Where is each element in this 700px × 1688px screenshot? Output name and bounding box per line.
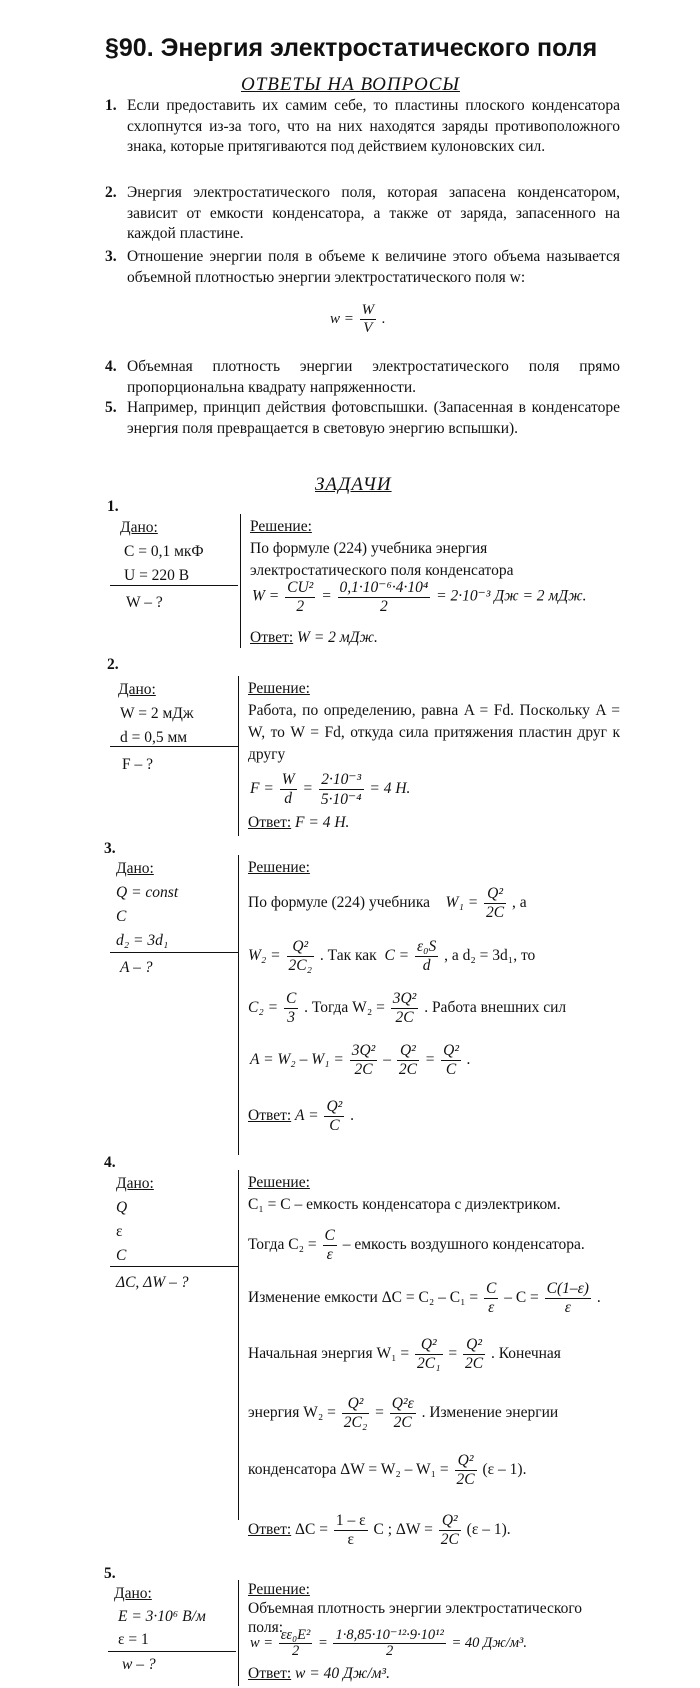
fraction-numerator: W [361,302,375,318]
fraction-numerator: W [281,771,295,788]
equals-sign: = [448,1345,458,1363]
answer-text: Отношение энергии поля в объеме к величине этого объема называется объемной плотностью энергии электростатического поля w: [127,248,620,286]
formula-result: = 4 Н. [369,780,411,798]
text-fragment: , а d₂ = 3d₁, то [444,947,536,965]
fraction-numerator: Q² [443,1042,459,1059]
fraction-denominator: 2C₂ [288,957,312,974]
problem-3-line-3 [248,990,566,1027]
fraction-numerator: ε₀S [417,938,437,955]
given-value: ε [116,1223,123,1240]
given-value: ε = 1 [118,1631,149,1648]
fraction-denominator: ε [564,1299,571,1316]
formula-lhs: A = W₂ – W₁ = [250,1051,344,1069]
problem-1-answer [250,627,378,649]
answer-label: Ответ: [250,629,294,646]
problem-5-given [114,1582,206,1676]
formula-lhs: C₂ = [248,999,279,1017]
answer-number: 2. [105,184,117,201]
answer-number: 5. [105,399,117,416]
problem-2-given [118,678,194,777]
given-value: Q = const [116,884,179,901]
problem-5-answer [248,1664,390,1683]
problem-3-solution-label [248,857,310,879]
fraction-denominator: C [445,1061,457,1078]
answer-label: Ответ: [248,1107,292,1125]
formula-fraction [484,1280,498,1317]
text-fragment: , а [512,894,527,912]
fraction-denominator: 2C [465,1355,484,1372]
text-fragment: . Изменение энергии [421,1404,559,1422]
find-value: F – ? [122,756,153,773]
problem-4-number: 4. [104,1154,116,1171]
answer-value: w = 40 Дж/м³. [295,1665,390,1682]
formula-fraction [484,885,506,922]
answer-label: Ответ: [248,1521,292,1539]
fraction-denominator: C [329,1117,340,1134]
fraction-numerator: 1 – ε [335,1512,366,1529]
fraction-denominator: 2C₁ [417,1355,441,1372]
formula-tail: . [350,1107,355,1125]
text-fragment: (ε – 1). [482,1461,527,1479]
problem-4-line-6 [248,1452,526,1489]
given-label: Дано: [116,1175,154,1192]
given-value: d₂ = 3d₁ [116,932,169,949]
fraction-denominator: d [284,790,293,807]
problem-2-number: 2. [107,656,119,673]
fraction-numerator: Q² [342,1395,369,1414]
solution-label: Решение: [248,1174,310,1191]
problem-1-solution [250,516,620,582]
problem-3-line-1 [248,885,527,922]
text-fragment: . Так как [319,947,377,965]
fraction-denominator: 2 [291,1643,300,1659]
given-label: Дано: [116,860,154,877]
text-fragment: – C = [504,1289,539,1307]
formula-fraction [415,938,438,975]
answer-number: 3. [105,248,117,265]
equals-sign: = [321,587,332,605]
solution-divider [238,855,239,1155]
fraction-numerator: Q² [463,1336,485,1355]
solution-divider [240,514,241,648]
problems-heading: ЗАДАЧИ [315,474,392,495]
formula-fraction [284,990,298,1027]
equals-sign: = [424,1051,436,1069]
answer-text: Например, принцип действия фотовспышки. (Запасенная в конденсаторе энергия поля превращается в световую энергию вспышки). [127,399,620,437]
answer-label: Ответ: [248,1665,292,1682]
fraction-denominator: 2C [393,1414,412,1431]
problem-4-line-1: C₁ = C – емкость конденсатора с диэлектриком. [248,1196,561,1213]
problem-2-formula [250,770,410,809]
problem-3-number: 3. [104,840,116,857]
formula-tail: . [381,310,386,327]
formula-fraction [323,1227,337,1264]
given-label: Дано: [120,519,158,536]
answer-value: W = 2 мДж. [297,629,378,646]
given-value: U = 220 В [124,567,190,584]
energy-density-formula [330,302,386,337]
problem-4-line-2 [248,1227,585,1264]
fraction-numerator: C [324,1227,335,1244]
problem-4-answer [248,1512,511,1549]
formula-fraction [287,938,314,975]
fraction-denominator: V [363,320,373,336]
formula-fraction [324,1098,344,1135]
formula-fraction [390,1395,416,1432]
answer-item-2 [105,183,620,245]
fraction-denominator: 2C [398,1061,417,1078]
formula-fraction [441,1042,461,1079]
solution-text: По формуле (224) учебника энергия электростатического поля конденсатора [250,540,514,579]
text-fragment: Начальная энергия W₁ = [248,1345,410,1363]
formula-fraction [333,1628,445,1659]
fraction-denominator: 2 [386,1643,394,1659]
fraction-denominator: 2C [354,1061,373,1078]
problem-4-given [116,1172,188,1295]
fraction-numerator: C(1–ε) [546,1280,589,1297]
solution-text: Объемная плотность энергии электростатического поля: [248,1600,583,1636]
fraction-denominator: ε [347,1531,354,1548]
given-value: C [116,908,127,925]
solution-divider [238,676,239,836]
problem-2-solution [248,678,620,766]
text-fragment: – емкость воздушного конденсатора. [342,1236,585,1254]
fraction-denominator: 2 [380,598,388,615]
fraction-denominator: 3 [287,1009,295,1026]
fraction-numerator: Q² [415,1336,442,1355]
problem-3-given [116,857,178,980]
answer-item-1 [105,96,620,158]
fraction-numerator: Q² [397,1042,419,1061]
text-fragment: конденсатора ΔW = W₂ – W₁ = [248,1461,449,1479]
fraction-denominator: 5·10⁻⁴ [320,791,362,808]
fraction-numerator: CU² [287,578,314,596]
formula-result: = 40 Дж/м³. [451,1634,528,1651]
formula-result: = 2·10⁻³ Дж = 2 мДж. [436,587,587,605]
answer-value: F = 4 Н. [295,814,350,831]
formula-lhs: F = [250,780,274,798]
fraction-numerator: Q² [455,1452,477,1471]
text-fragment: Изменение емкости ΔC = C₂ – C₁ = [248,1289,479,1307]
fraction-numerator: C [485,1280,497,1297]
find-value: ΔC, ΔW – ? [116,1274,189,1291]
formula-fraction [415,1336,442,1373]
answer-item-5 [105,398,620,439]
answer-number: 4. [105,358,117,375]
given-value: C [116,1247,127,1264]
answer-item-3 [105,247,620,288]
solution-divider [238,1170,239,1520]
fraction-denominator: 2 [296,597,305,615]
formula-tail: . [466,1051,471,1069]
problem-4-solution-label [248,1172,310,1194]
given-divider [110,952,238,953]
fraction-numerator: Q²ε [391,1395,414,1412]
answer-text: Энергия электростатического поля, которая запасена конденсатором, зависит от емкости конденсатора, а также от заряда, запасенного на каждой пластине. [127,184,620,242]
given-divider [110,746,238,747]
formula-fraction [285,579,315,616]
answer-text: Объемная плотность энергии электростатического поля прямо пропорциональна квадрату напряженности. [127,358,620,396]
fraction-numerator: C [285,990,297,1007]
fraction-numerator: 3Q² [351,1042,376,1059]
problem-2-answer [248,812,349,834]
given-divider [108,1651,236,1652]
formula-lhs: W₁ = [445,894,479,912]
text-fragment: C ; ΔW = [373,1521,433,1539]
fraction-denominator: ε [488,1299,495,1316]
equals-sign: = [302,780,313,798]
text-fragment: . [596,1289,601,1307]
fraction-numerator: 3Q² [392,990,417,1007]
problem-4-line-3 [248,1280,601,1317]
formula-fraction [280,771,297,808]
operator: – [383,1051,391,1069]
text-fragment: энергия W₂ = [248,1404,336,1422]
fraction-numerator: Q² [439,1512,461,1531]
solution-label: Решение: [248,859,310,876]
solution-text: Работа, по определению, равна A = Fd. Поскольку A = W, то W = Fd, откуда сила притяжения пластин друг к другу [248,702,620,763]
fraction-numerator: Q² [484,885,506,904]
fraction-numerator: 2·10⁻³ [319,770,364,790]
problem-1-number: 1. [107,498,119,515]
answers-heading: ОТВЕТЫ НА ВОПРОСЫ [241,74,460,95]
problem-4-line-5 [248,1395,558,1432]
problem-3-line-2 [248,938,535,975]
answer-number: 1. [105,97,117,114]
formula-fraction [279,1628,313,1659]
fraction-numerator: 0,1·10⁻⁶·4·10⁴ [339,579,429,596]
given-value: E = 3·10⁶ В/м [118,1608,206,1625]
problem-3-answer [248,1098,354,1135]
answer-text: Если предоставить их самим себе, то пластины плоского конденсатора схлопнутся из-за того, что на них находятся заряды противоположного знака, которые притягиваются под действием кулоновских сил. [127,97,620,155]
fraction-denominator: 2C [486,904,505,921]
formula-fraction [397,1042,419,1079]
given-label: Дано: [118,681,156,698]
formula-fraction [439,1512,461,1549]
problem-5-formula [250,1628,527,1659]
answer-item-4 [105,357,620,398]
find-value: W – ? [126,594,163,611]
formula-fraction [350,1042,378,1079]
text-fragment: Тогда C₂ = [248,1236,317,1254]
problem-1-given [120,516,204,615]
fraction-denominator: d [422,957,431,974]
formula-fraction [463,1336,485,1373]
formula-fraction [338,578,431,616]
solution-label: Решение: [250,518,312,535]
find-value: A – ? [120,959,153,976]
find-value: w – ? [122,1656,156,1673]
formula-fraction [360,302,377,337]
problem-1-formula [252,578,586,616]
text-fragment: По формуле (224) учебника [248,894,431,912]
formula-fraction [545,1280,591,1317]
given-divider [110,1266,238,1267]
equals-sign: = [375,1404,384,1422]
given-label: Дано: [114,1585,152,1602]
formula-fraction [391,990,419,1027]
formula-lhs: W₂ = [248,947,281,965]
problem-3-line-4 [250,1042,471,1079]
problem-4-line-4 [248,1336,561,1373]
formula-lhs: W = [252,587,280,605]
text-fragment: . Тогда W₂ = [304,999,385,1017]
given-value: d = 0,5 мм [120,729,188,746]
problem-5-number: 5. [104,1565,116,1582]
formula-lhs: ΔC = [295,1521,328,1539]
formula-lhs: w = [330,310,354,327]
fraction-denominator: 2C [395,1009,414,1026]
formula-fraction [319,770,364,809]
formula-lhs: w = [250,1634,274,1651]
fraction-denominator: ε [326,1246,333,1263]
given-divider [110,585,238,586]
formula-lhs: C = [384,947,410,965]
answer-label: Ответ: [248,814,292,831]
equals-sign: = [318,1634,328,1651]
given-value: W = 2 мДж [120,705,194,722]
formula-fraction [342,1395,369,1432]
page-title: §90. Энергия электростатического поля [105,34,598,62]
text-fragment: . Работа внешних сил [424,999,567,1017]
fraction-denominator: 2C [456,1471,475,1488]
formula-fraction [455,1452,477,1489]
formula-tail: (ε – 1). [466,1521,511,1539]
fraction-numerator: Q² [326,1098,343,1115]
fraction-denominator: 2C [440,1531,459,1548]
given-value: Q [116,1199,128,1216]
formula-fraction [334,1512,368,1549]
fraction-numerator: Q² [287,938,314,957]
solution-label: Решение: [248,1581,310,1598]
fraction-numerator: εε₀E² [280,1627,311,1643]
solution-label: Решение: [248,680,310,697]
given-value: C = 0,1 мкФ [124,543,204,560]
fraction-denominator: 2C₂ [343,1414,368,1431]
solution-divider [238,1580,239,1686]
fraction-numerator: 1·8,85·10⁻¹²·9·10¹² [335,1627,444,1643]
formula-lhs: A = [295,1107,319,1125]
text-fragment: . Конечная [490,1345,561,1363]
